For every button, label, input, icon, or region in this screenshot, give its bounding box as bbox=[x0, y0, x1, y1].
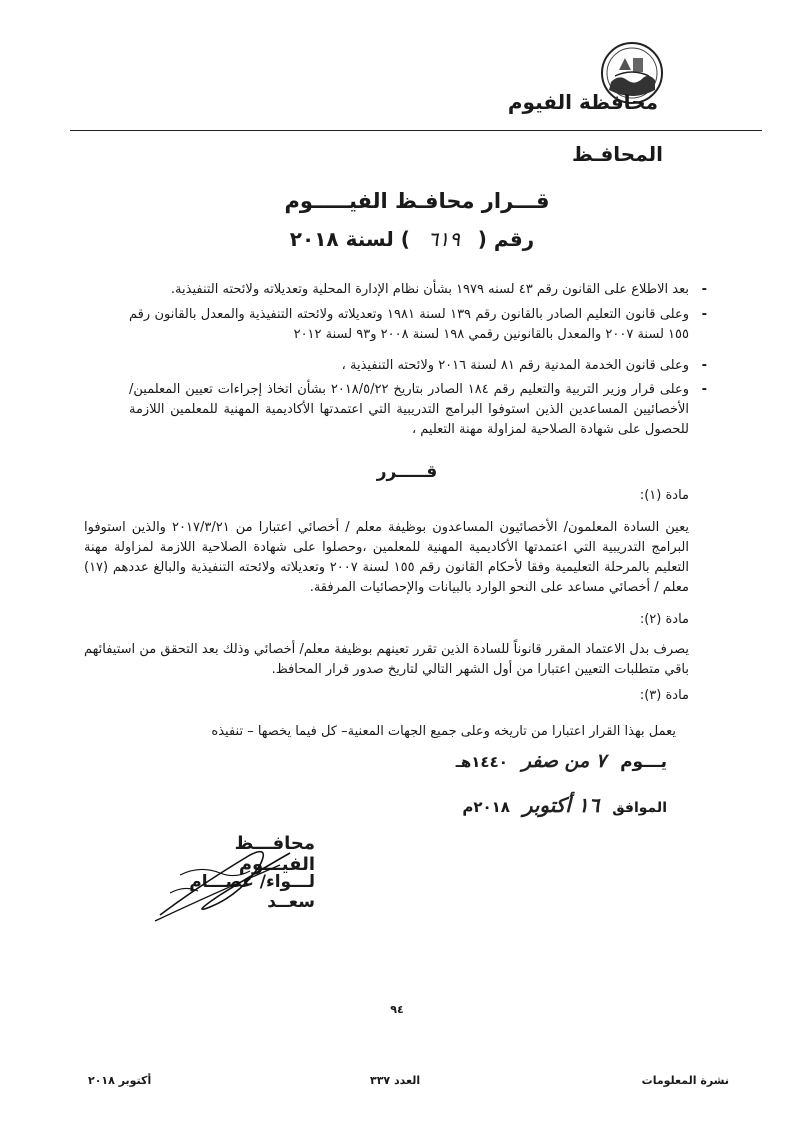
decree-number-line bbox=[0, 227, 794, 251]
article-text: يعمل بهذا القرار اعتبارا من تاريخه وعلى جميع الجهات المعنية– كل فيما يخصها – تنفيذه bbox=[211, 724, 676, 739]
article-label: مادة (٢): bbox=[639, 612, 689, 627]
agree-label: الموافق bbox=[612, 800, 667, 816]
signature-title: محافـــظ الفيـــوم bbox=[234, 833, 315, 875]
hijri-handwritten: ٧ من صفر bbox=[521, 750, 607, 772]
day-label: يـــوم bbox=[620, 752, 667, 772]
signature-name: لـــواء/ عصـــام سعــد bbox=[189, 872, 315, 912]
hijri-year: ١٤٤٠هـ bbox=[455, 753, 508, 771]
article-text: يصرف بدل الاعتماد المقرر قانوناً للسادة الذين تقرر تعينهم بوظيفة معلم/ أخصائي وذلك بعد التحقق من استيفائهم باقي متطلبات التعيين اعتبارا من أول الشهر التالي لتاريخ صدور قرار المحافظ. bbox=[84, 642, 689, 677]
preamble-item: - وعلى قانون التعليم الصادر بالقانون رقم ١٣٩ لسنة ١٩٨١ وتعديلاته ولائحته التنفيذية والمعدل بالقانون رقم ١٥٥ لسنة ٢٠٠٧ والمعدل بالقانونين رقمي ١٩٨ لسنة ٢٠٠٨ و٩٣ لسنة ٢٠١٢ bbox=[129, 305, 689, 345]
handwritten-signature-icon bbox=[140, 835, 330, 925]
gregorian-year: ٢٠١٨م bbox=[462, 798, 510, 816]
governor-label: المحافـظ bbox=[571, 142, 663, 166]
footer-issue: العدد ٣٣٧ bbox=[370, 1074, 421, 1087]
decree-title: قـــرار محافـظ الفيـــــوم bbox=[284, 189, 550, 213]
decided-heading: قـــــرر bbox=[376, 462, 438, 482]
footer-publication: نشرة المعلومات bbox=[641, 1074, 729, 1087]
preamble-item: - وعلى قرار وزير التربية والتعليم رقم ١٨٤ الصادر بتاريخ ٢٠١٨/٥/٢٢ بشأن اتخاذ إجراءات تعيين المعلمين/ الأخصائيين المساعدين الذين استوفوا البرامج التدريبية التي اعتمدتها الأكاديمية المهنية للمعلمين اللازمة للحصول على شهادة الصلاحية لمزاولة مهنة التعليم ، bbox=[129, 380, 689, 440]
article-label: مادة (١): bbox=[639, 488, 689, 503]
decree-number-suffix: ) لسنة ٢٠١٨ bbox=[289, 227, 410, 251]
preamble-item: - بعد الاطلاع على القانون رقم ٤٣ لسنه ١٩٧٩ بشأن نظام الإدارة المحلية وتعديلاته ولائحته التنفيذية. bbox=[129, 280, 689, 300]
article-label: مادة (٣): bbox=[639, 688, 689, 703]
preamble-item: - وعلى قانون الخدمة المدنية رقم ٨١ لسنة ٢٠١٦ ولائحته التنفيذية ، bbox=[129, 356, 689, 376]
article-text: يعين السادة المعلمون/ الأخصائيون المساعدون بوظيفة معلم / أخصائي اعتبارا من ٢٠١٧/٣/٢١ والذين استوفوا البرامج التدريبية التي اعتمدتها الأكاديمية المهنية للمعلمين ،وحصلوا على شهادة الصلاحية اللازمة لمزاولة مهنة التعليم بالمرحلة التعليمية وفقا لأحكام القانون رقم ١٥٥ لسنة ٢٠٠٧ وتعديلاته ولائحته التنفيذية والبالغ عددهم (١٧) معلم / أخصائي مساعد على النحو الوارد بالبيانات والإحصائيات المرفقة. bbox=[84, 520, 689, 595]
header-divider bbox=[70, 130, 762, 131]
decree-number-prefix: رقم ( bbox=[477, 227, 535, 251]
footer-date: أكتوبر ٢٠١٨ bbox=[88, 1074, 152, 1087]
gregorian-date-line bbox=[462, 793, 667, 817]
governorate-name: محافظة الفيوم bbox=[507, 90, 658, 114]
hijri-date-line bbox=[456, 750, 667, 772]
page-number: ٩٤ bbox=[390, 1003, 404, 1016]
gregorian-handwritten: ١٦ أكتوبر bbox=[522, 793, 600, 817]
decree-number-value: ٦١٩ bbox=[427, 227, 460, 251]
